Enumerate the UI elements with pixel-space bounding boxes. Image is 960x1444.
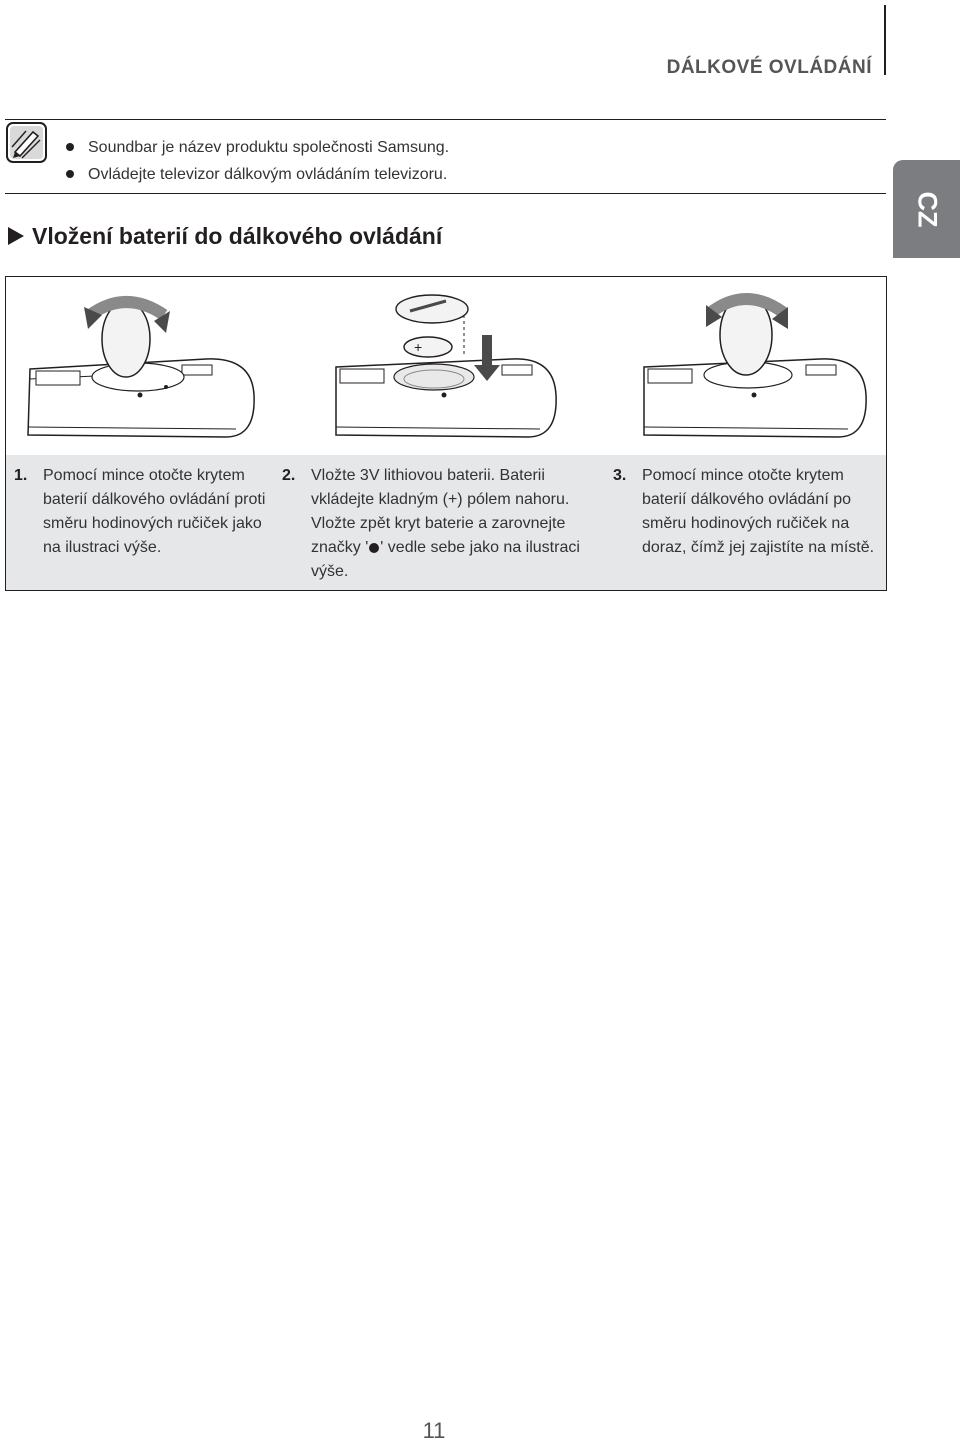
page-header-title: DÁLKOVÉ OVLÁDÁNÍ bbox=[666, 57, 872, 78]
illustration-step-1 bbox=[6, 277, 296, 455]
header-vertical-rule bbox=[884, 5, 886, 75]
step-number: 2. bbox=[282, 467, 296, 484]
step-1 bbox=[14, 464, 268, 560]
illustration-step-3 bbox=[586, 277, 886, 455]
language-tab bbox=[893, 160, 960, 258]
step-text: Pomocí mince otočte krytem baterií dálkového ovládání po směru hodinových ručiček na doraz, čímž jej zajistíte na místě. bbox=[642, 467, 875, 556]
triangle-right-icon bbox=[8, 227, 24, 245]
instruction-panel bbox=[5, 276, 887, 591]
battery-plus-label: + bbox=[414, 339, 423, 355]
step-2 bbox=[282, 464, 601, 584]
step-number: 3. bbox=[613, 467, 627, 484]
section-title bbox=[8, 223, 442, 250]
illustration-step-2 bbox=[296, 277, 586, 455]
section-title-text: Vložení baterií do dálkového ovládání bbox=[32, 223, 443, 249]
step-text: Pomocí mince otočte krytem baterií dálkového ovládání proti směru hodinových ručiček jako na ilustraci výše. bbox=[43, 467, 266, 556]
note-item: Soundbar je název produktu společnosti Samsung. bbox=[66, 134, 449, 161]
note-pencil-icon bbox=[6, 122, 47, 163]
note-item: Ovládejte televizor dálkovým ovládáním televizoru. bbox=[66, 161, 449, 188]
step-number: 1. bbox=[14, 467, 28, 484]
language-tab-label: CZ bbox=[912, 191, 942, 227]
note-top-rule bbox=[5, 119, 886, 120]
step-text-end: ' vedle sebe jako na ilustraci výše. bbox=[311, 539, 580, 580]
step-3 bbox=[613, 464, 877, 560]
step-text: Vložte 3V lithiovou baterii. Baterii vkládejte kladným (+) pólem nahoru. Vložte zpět kryt baterie a zarovnejte značky ' bbox=[311, 467, 570, 556]
page-number: 11 bbox=[422, 1418, 446, 1443]
marker-dot-icon bbox=[369, 543, 379, 553]
section-rule bbox=[5, 193, 886, 194]
notes-list bbox=[66, 134, 449, 188]
